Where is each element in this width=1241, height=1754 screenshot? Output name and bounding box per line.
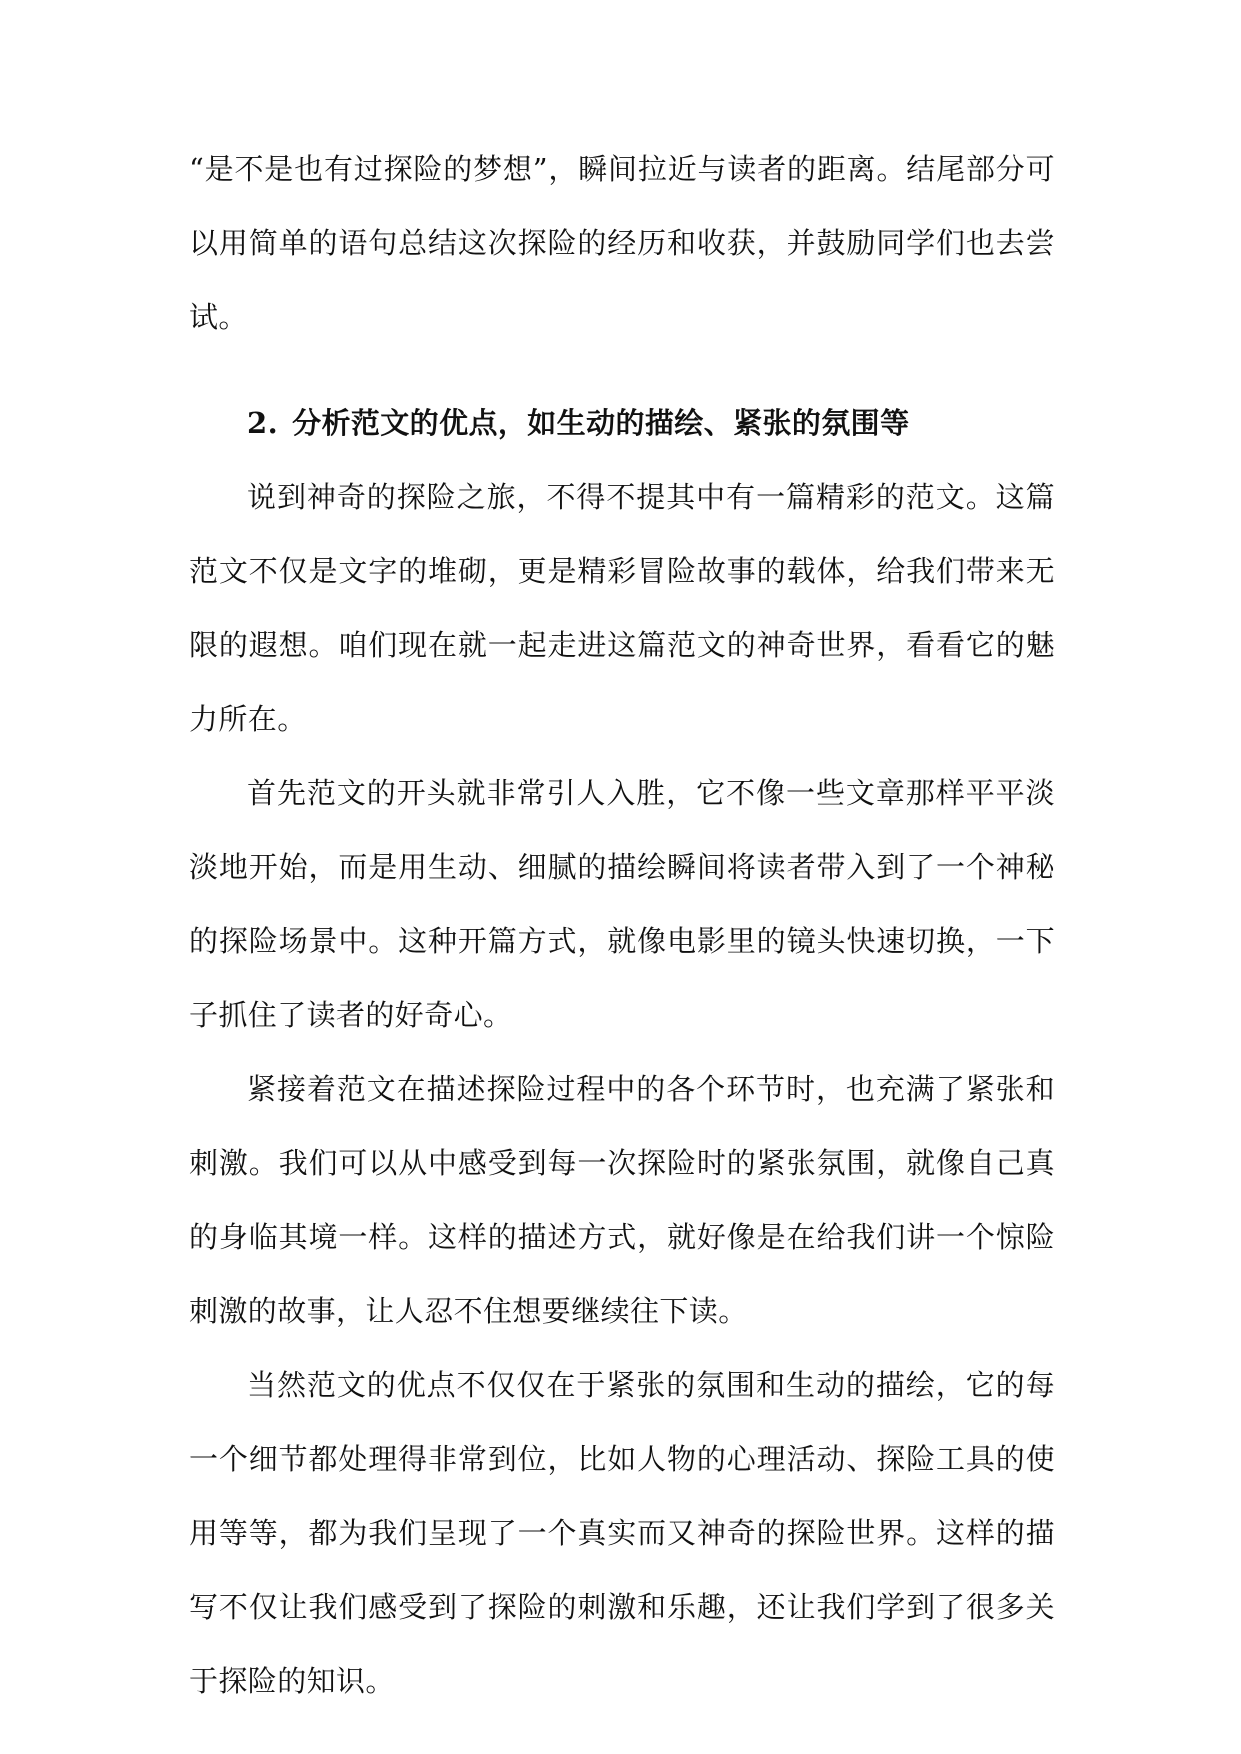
section-number: 2. — [247, 406, 279, 440]
paragraph: 紧接着范文在描述探险过程中的各个环节时，也充满了紧张和刺激。我们可以从中感受到每一次探险时的紧张氛围，就像自己真的身临其境一样。这样的描述方式，就好像是在给我们讲一个惊险刺激的故事，让人忍不住想要继续往下读。 — [189, 1072, 1055, 1328]
document-page — [189, 132, 1055, 1718]
paragraph-continued: “是不是也有过探险的梦想”，瞬间拉近与读者的距离。结尾部分可以用简单的语句总结这次探险的经历和收获，并鼓励同学们也去尝试。 — [189, 152, 1055, 334]
paragraph: 当然范文的优点不仅仅在于紧张的氛围和生动的描绘，它的每一个细节都处理得非常到位，比如人物的心理活动、探险工具的使用等等，都为我们呈现了一个真实而又神奇的探险世界。这样的描写不仅让我们感受到了探险的刺激和乐趣，还让我们学到了很多关于探险的知识。 — [189, 1368, 1055, 1698]
paragraph: 首先范文的开头就非常引人入胜，它不像一些文章那样平平淡淡地开始，而是用生动、细腻的描绘瞬间将读者带入到了一个神秘的探险场景中。这种开篇方式，就像电影里的镜头快速切换，一下子抓住了读者的好奇心。 — [189, 776, 1055, 1032]
section-heading — [189, 386, 1055, 460]
section-title: 分析范文的优点，如生动的描绘、紧张的氛围等 — [292, 406, 910, 440]
paragraph: 说到神奇的探险之旅，不得不提其中有一篇精彩的范文。这篇范文不仅是文字的堆砌，更是精彩冒险故事的载体，给我们带来无限的遐想。咱们现在就一起走进这篇范文的神奇世界，看看它的魅力所在。 — [189, 480, 1055, 736]
